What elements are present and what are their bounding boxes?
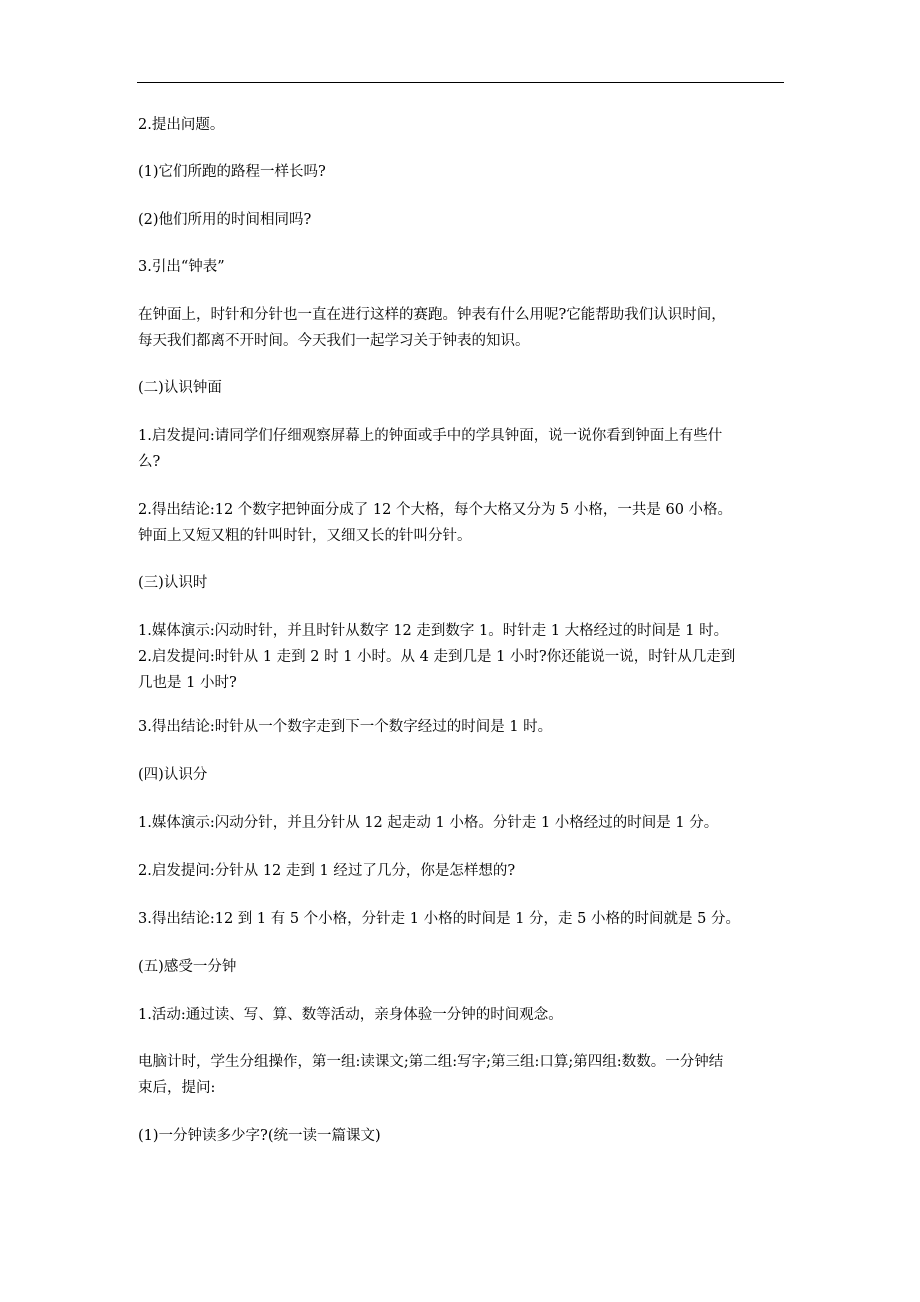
paragraph xyxy=(138,618,788,696)
section-heading: (三)认识时 xyxy=(138,575,208,591)
header-rule xyxy=(137,82,784,83)
paragraph xyxy=(138,423,788,475)
text-line: 钟面上又短又粗的针叫时针，又细又长的针叫分针。 xyxy=(138,528,472,544)
paragraph xyxy=(138,207,788,233)
text-line: 电脑计时，学生分组操作，第一组:读课文;第二组:写字;第三组:口算;第四组:数数。一分钟结 xyxy=(138,1054,724,1070)
paragraph xyxy=(138,570,788,596)
text-line: 1.启发提问:请同学们仔细观察屏幕上的钟面或手中的学具钟面，说一说你看到钟面上有些什 xyxy=(138,428,723,444)
section-heading: (五)感受一分钟 xyxy=(138,959,237,975)
text-line: 每天我们都离不开时间。今天我们一起学习关于钟表的知识。 xyxy=(138,333,530,349)
text-line: 1.媒体演示:闪动时针，并且时针从数字 12 走到数字 1。时针走 1 大格经过的时间是 1 时。 xyxy=(138,623,729,639)
paragraph xyxy=(138,1123,788,1149)
paragraph xyxy=(138,906,788,932)
text-line: (2)他们所用的时间相同吗? xyxy=(138,212,312,228)
section-heading: (二)认识钟面 xyxy=(138,380,222,396)
paragraph xyxy=(138,112,788,138)
paragraph xyxy=(138,254,788,280)
text-line: 束后，提问: xyxy=(138,1080,216,1096)
text-line: 1.媒体演示:闪动分针，并且分针从 12 起走动 1 小格。分针走 1 小格经过的时间是 1 分。 xyxy=(138,815,719,831)
paragraph xyxy=(138,497,788,549)
paragraph xyxy=(138,1049,788,1101)
text-line: 么? xyxy=(138,454,161,470)
text-line: 3.引出“钟表” xyxy=(138,259,225,275)
text-line: 2.提出问题。 xyxy=(138,117,225,133)
paragraph xyxy=(138,714,788,740)
paragraph xyxy=(138,1002,788,1028)
text-line: 3.得出结论:时针从一个数字走到下一个数字经过的时间是 1 时。 xyxy=(138,719,553,735)
text-line: 几也是 1 小时? xyxy=(138,675,237,691)
section-heading: (四)认识分 xyxy=(138,767,208,783)
text-line: 在钟面上，时针和分针也一直在进行这样的赛跑。钟表有什么用呢?它能帮助我们认识时间， xyxy=(138,307,726,323)
text-line: 2.启发提问:时针从 1 走到 2 时 1 小时。从 4 走到几是 1 小时?你还能说一说，时针从几走到 xyxy=(138,649,736,665)
paragraph xyxy=(138,810,788,836)
paragraph xyxy=(138,858,788,884)
text-line: (1)一分钟读多少字?(统一读一篇课文) xyxy=(138,1128,381,1144)
text-line: 3.得出结论:12 到 1 有 5 个小格，分针走 1 小格的时间是 1 分，走 5 小格的时间就是 5 分。 xyxy=(138,911,740,927)
paragraph xyxy=(138,954,788,980)
text-line: 1.活动:通过读、写、算、数等活动，亲身体验一分钟的时间观念。 xyxy=(138,1007,563,1023)
text-line: (1)它们所跑的路程一样长吗? xyxy=(138,164,326,180)
paragraph xyxy=(138,762,788,788)
text-line: 2.得出结论:12 个数字把钟面分成了 12 个大格，每个大格又分为 5 小格，一共是 60 小格。 xyxy=(138,502,733,518)
paragraph xyxy=(138,159,788,185)
text-line: 2.启发提问:分针从 12 走到 1 经过了几分，你是怎样想的? xyxy=(138,863,516,879)
paragraph xyxy=(138,302,788,354)
paragraph xyxy=(138,375,788,401)
